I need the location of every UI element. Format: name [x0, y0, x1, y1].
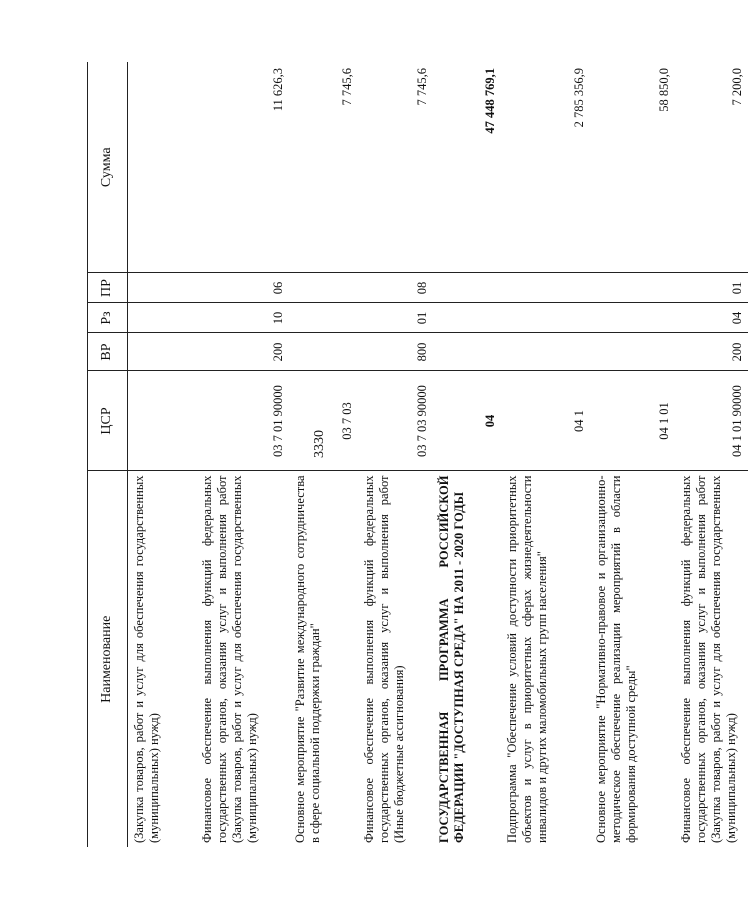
cell-vr — [289, 333, 358, 371]
cell-name: Основное мероприятие "Нормативно-правовое и организационно-методическое обеспечение реализации мероприятий в области формирования доступной среды" — [590, 471, 675, 847]
header-rz: Рз — [88, 303, 128, 333]
cell-rz — [501, 303, 590, 333]
cell-vr: 200 — [675, 333, 748, 371]
cell-name: ГОСУДАРСТВЕННАЯ ПРОГРАММА РОССИЙСКОЙ ФЕДЕРАЦИИ "ДОСТУПНАЯ СРЕДА" НА 2011 - 2020 ГОДЫ — [433, 471, 501, 847]
cell-rz — [128, 303, 197, 333]
cell-name: Финансовое обеспечение выполнения функций федеральных государственных органов, оказания услуг и выполнения работ (Закупка товаров, работ и услуг для обеспечения государственных (муниципальных) нужд) — [675, 471, 748, 847]
cell-csr: 04 1 — [501, 371, 590, 471]
table-row — [590, 62, 675, 847]
cell-name: (Закупка товаров, работ и услуг для обеспечения государственных (муниципальных) нужд) — [128, 471, 197, 847]
cell-pr: 01 — [675, 273, 748, 303]
cell-csr: 03 7 03 90000 — [358, 371, 433, 471]
cell-csr: 03 7 03 — [289, 371, 358, 471]
cell-sum: 7 200,0 — [730, 68, 744, 106]
cell-rz: 04 — [675, 303, 748, 333]
cell-name: Финансовое обеспечение выполнения функций федеральных государственных органов, оказания услуг и выполнения работ (Иные бюджетные ассигнования) — [358, 471, 433, 847]
cell-vr: 200 — [196, 333, 289, 371]
header-pr: ПР — [88, 273, 128, 303]
cell-rz — [590, 303, 675, 333]
cell-sum — [128, 62, 197, 273]
table-row — [358, 62, 433, 847]
cell-sum: 7 745,6 — [340, 68, 354, 106]
cell-sum: 2 785 356,9 — [572, 68, 586, 128]
cell-pr — [433, 273, 501, 303]
cell-csr: 04 1 01 — [590, 371, 675, 471]
cell-name: Подпрограмма "Обеспечение условий доступности приоритетных объектов и услуг в приоритетных сферах жизнедеятельности инвалидов и других маломобильных групп населения" — [501, 471, 590, 847]
cell-sum: 11 626,3 — [271, 68, 285, 112]
cell-name: Финансовое обеспечение выполнения функций федеральных государственных органов, оказания услуг и выполнения работ (Закупка товаров, работ и услуг для обеспечения государственных (муниципальных) нужд) — [196, 471, 289, 847]
cell-vr — [128, 333, 197, 371]
table-row — [289, 62, 358, 847]
cell-pr — [501, 273, 590, 303]
rotated-table-container — [87, 62, 744, 847]
cell-pr — [128, 273, 197, 303]
header-sum: Сумма — [88, 62, 128, 273]
page-number: 3330 — [312, 430, 327, 458]
table-row — [675, 62, 748, 847]
table-row — [196, 62, 289, 847]
cell-pr — [590, 273, 675, 303]
header-vr: ВР — [88, 333, 128, 371]
cell-pr — [289, 273, 358, 303]
cell-sum: 47 448 769,1 — [483, 68, 497, 134]
cell-name: Основное мероприятие "Развитие международного сотрудничества в сфере социальной поддержки граждан" — [289, 471, 358, 847]
cell-vr: 800 — [358, 333, 433, 371]
table-row — [128, 62, 197, 847]
header-csr: ЦСР — [88, 371, 128, 471]
cell-csr: 03 7 01 90000 — [196, 371, 289, 471]
cell-rz — [289, 303, 358, 333]
table-header-row — [88, 62, 128, 847]
cell-pr: 06 — [196, 273, 289, 303]
cell-sum: 7 745,6 — [415, 68, 429, 106]
cell-rz: 01 — [358, 303, 433, 333]
cell-rz — [433, 303, 501, 333]
cell-sum: 58 850,0 — [657, 68, 671, 112]
cell-csr: 04 — [433, 371, 501, 471]
cell-pr: 08 — [358, 273, 433, 303]
cell-vr — [433, 333, 501, 371]
cell-vr — [501, 333, 590, 371]
cell-vr — [590, 333, 675, 371]
cell-csr: 04 1 01 90000 — [675, 371, 748, 471]
budget-table — [87, 62, 748, 847]
table-row — [501, 62, 590, 847]
header-name: Наименование — [88, 471, 128, 847]
cell-rz: 10 — [196, 303, 289, 333]
table-row — [433, 62, 501, 847]
cell-csr — [128, 371, 197, 471]
table-body — [128, 62, 748, 847]
